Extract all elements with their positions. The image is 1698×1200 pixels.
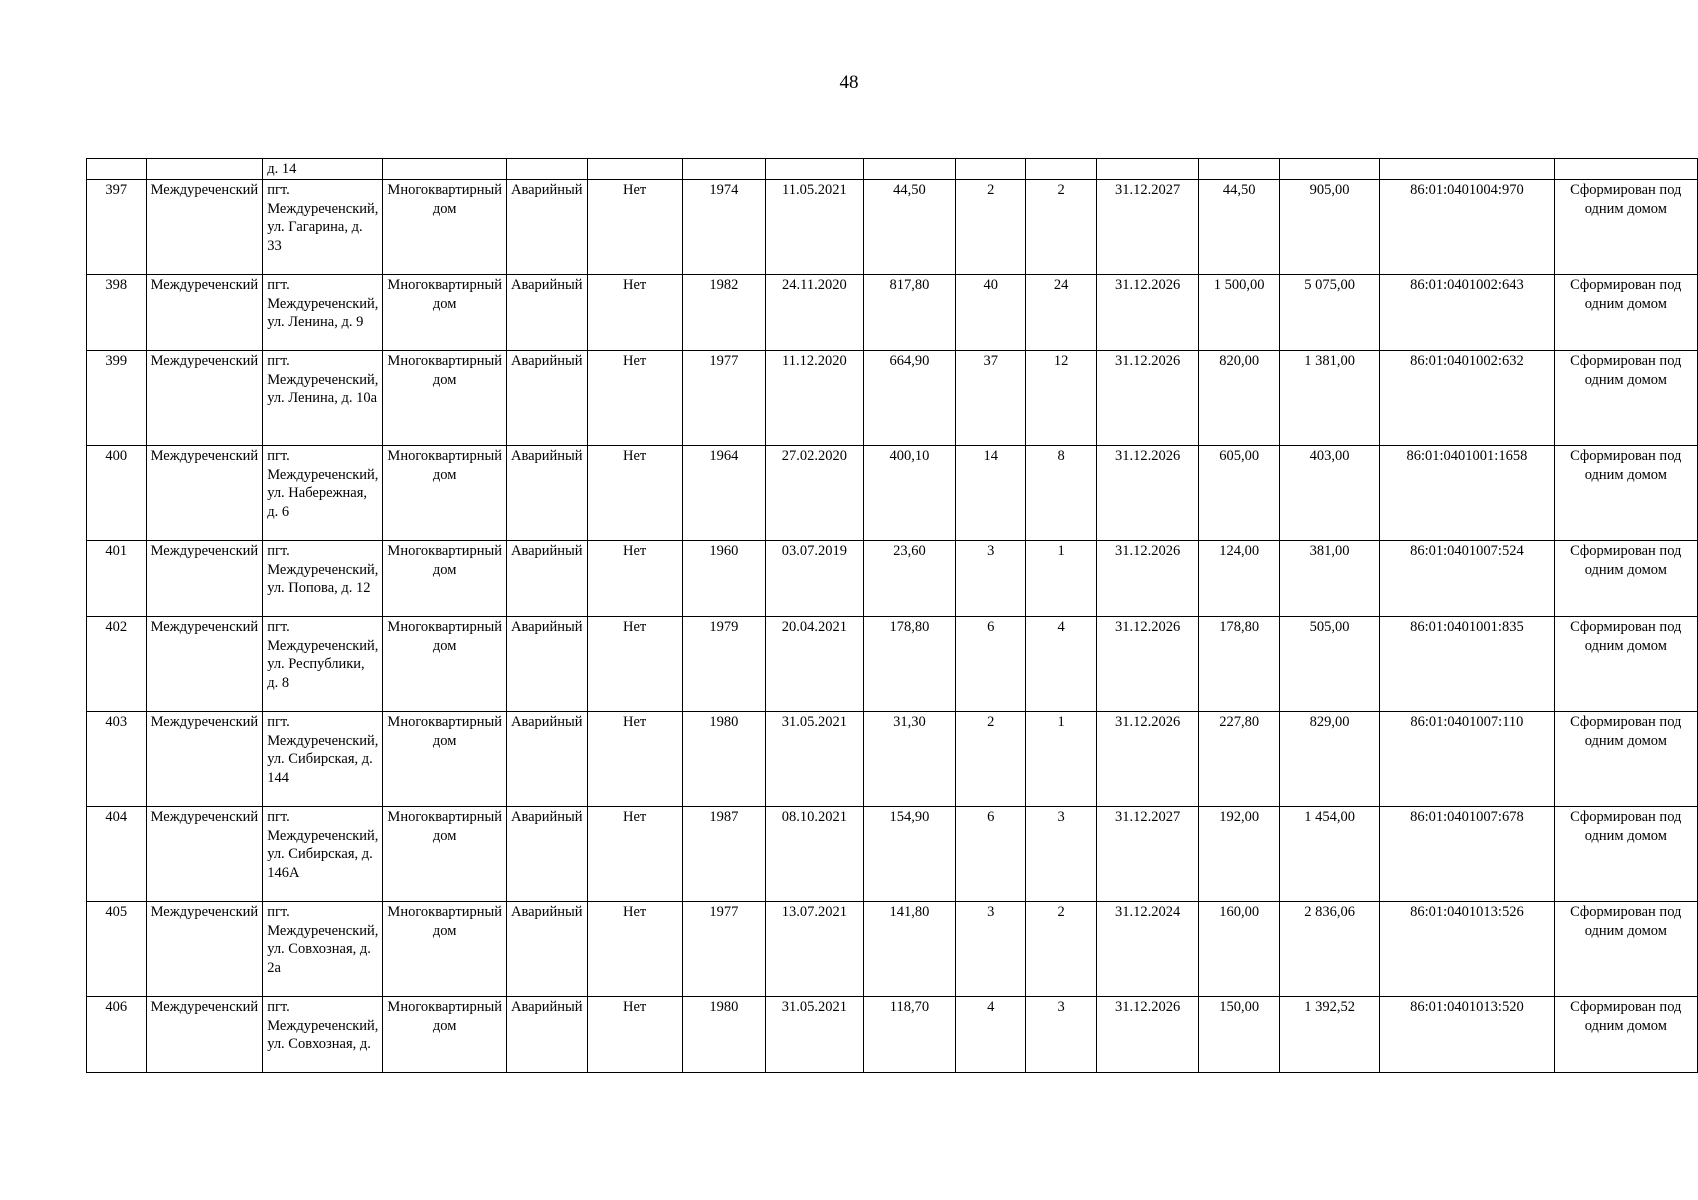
address-cell: пгт. Междуреченский, ул. Попова, д. 12 [263, 541, 383, 617]
status-cell: Аварийный [506, 997, 587, 1073]
deadline-cell: 31.12.2026 [1096, 997, 1199, 1073]
value1-cell: 1 500,00 [1199, 275, 1280, 351]
date-cell: 11.12.2020 [766, 351, 864, 446]
district-cell: Междуреченский [146, 180, 263, 275]
table-row [87, 712, 1698, 807]
deadline-cell: 31.12.2026 [1096, 351, 1199, 446]
value1-cell: 605,00 [1199, 446, 1280, 541]
value2-cell: 403,00 [1279, 446, 1379, 541]
cadastral-number-cell: 86:01:0401002:632 [1380, 351, 1554, 446]
year-cell: 1980 [682, 997, 765, 1073]
count2-cell: 2 [1026, 902, 1096, 997]
year-cell: 1982 [682, 275, 765, 351]
area-cell: 817,80 [863, 275, 955, 351]
table-row [87, 351, 1698, 446]
date-cell: 08.10.2021 [766, 807, 864, 902]
value1-cell: 192,00 [1199, 807, 1280, 902]
page-number: 48 [839, 72, 859, 93]
flag-cell: Нет [587, 446, 682, 541]
table-row [87, 807, 1698, 902]
status-cell: Аварийный [506, 541, 587, 617]
address-cell: пгт. Междуреченский, ул. Ленина, д. 9 [263, 275, 383, 351]
value2-cell: 381,00 [1279, 541, 1379, 617]
note-cell: Сформирован под одним домом [1554, 617, 1697, 712]
flag-cell: Нет [587, 712, 682, 807]
note-cell: Сформирован под одним домом [1554, 446, 1697, 541]
row-number: 406 [87, 997, 147, 1073]
date-cell: 31.05.2021 [766, 712, 864, 807]
value1-cell: 124,00 [1199, 541, 1280, 617]
deadline-cell: 31.12.2024 [1096, 902, 1199, 997]
cadastral-number-cell: 86:01:0401001:835 [1380, 617, 1554, 712]
date-cell: 13.07.2021 [766, 902, 864, 997]
value2-cell: 505,00 [1279, 617, 1379, 712]
cadastral-number-cell: 86:01:0401004:970 [1380, 180, 1554, 275]
district-cell: Междуреченский [146, 712, 263, 807]
note-cell: Сформирован под одним домом [1554, 902, 1697, 997]
cadastral-number-cell: 86:01:0401013:526 [1380, 902, 1554, 997]
cadastral-number-cell: 86:01:0401007:110 [1380, 712, 1554, 807]
year-cell: 1977 [682, 351, 765, 446]
cadastral-number-cell: 86:01:0401002:643 [1380, 275, 1554, 351]
count1-cell: 40 [956, 275, 1026, 351]
building-type-cell: Многоквартирный дом [383, 351, 507, 446]
date-cell: 27.02.2020 [766, 446, 864, 541]
area-cell: 400,10 [863, 446, 955, 541]
status-cell: Аварийный [506, 712, 587, 807]
year-cell: 1964 [682, 446, 765, 541]
year-cell: 1974 [682, 180, 765, 275]
count2-cell: 3 [1026, 997, 1096, 1073]
area-cell: 44,50 [863, 180, 955, 275]
count1-cell: 2 [956, 712, 1026, 807]
cadastral-number-cell: 86:01:0401001:1658 [1380, 446, 1554, 541]
building-type-cell: Многоквартирный дом [383, 180, 507, 275]
deadline-cell: 31.12.2026 [1096, 446, 1199, 541]
table-row [87, 446, 1698, 541]
flag-cell: Нет [587, 997, 682, 1073]
status-cell: Аварийный [506, 446, 587, 541]
date-cell: 03.07.2019 [766, 541, 864, 617]
area-cell: 23,60 [863, 541, 955, 617]
building-type-cell: Многоквартирный дом [383, 902, 507, 997]
row-number: 398 [87, 275, 147, 351]
flag-cell: Нет [587, 617, 682, 712]
deadline-cell: 31.12.2026 [1096, 712, 1199, 807]
address-cell: пгт. Междуреченский, ул. Гагарина, д. 33 [263, 180, 383, 275]
year-cell: 1987 [682, 807, 765, 902]
table-row [87, 902, 1698, 997]
note-cell: Сформирован под одним домом [1554, 351, 1697, 446]
cadastral-number-cell: 86:01:0401007:524 [1380, 541, 1554, 617]
count1-cell: 3 [956, 541, 1026, 617]
year-cell: 1980 [682, 712, 765, 807]
deadline-cell: 31.12.2027 [1096, 180, 1199, 275]
area-cell: 141,80 [863, 902, 955, 997]
address-cell: пгт. Междуреченский, ул. Набережная, д. 6 [263, 446, 383, 541]
count2-cell: 12 [1026, 351, 1096, 446]
table-row [87, 617, 1698, 712]
count1-cell: 14 [956, 446, 1026, 541]
count2-cell: 24 [1026, 275, 1096, 351]
value1-cell: 227,80 [1199, 712, 1280, 807]
year-cell: 1960 [682, 541, 765, 617]
count2-cell: 1 [1026, 541, 1096, 617]
value2-cell: 2 836,06 [1279, 902, 1379, 997]
value1-cell: 44,50 [1199, 180, 1280, 275]
row-number: 404 [87, 807, 147, 902]
status-cell: Аварийный [506, 902, 587, 997]
value1-cell: 820,00 [1199, 351, 1280, 446]
area-cell: 118,70 [863, 997, 955, 1073]
status-cell: Аварийный [506, 351, 587, 446]
deadline-cell: 31.12.2027 [1096, 807, 1199, 902]
date-cell: 11.05.2021 [766, 180, 864, 275]
district-cell: Междуреченский [146, 997, 263, 1073]
note-cell: Сформирован под одним домом [1554, 180, 1697, 275]
value2-cell: 905,00 [1279, 180, 1379, 275]
flag-cell: Нет [587, 351, 682, 446]
address-cell: пгт. Междуреченский, ул. Совхозная, д. 2а [263, 902, 383, 997]
address-tail: д. 14 [263, 159, 383, 180]
count1-cell: 3 [956, 902, 1026, 997]
note-cell: Сформирован под одним домом [1554, 807, 1697, 902]
district-cell: Междуреченский [146, 446, 263, 541]
count1-cell: 6 [956, 617, 1026, 712]
value2-cell: 5 075,00 [1279, 275, 1379, 351]
district-cell: Междуреченский [146, 275, 263, 351]
housing-registry-table [86, 158, 1698, 1073]
area-cell: 664,90 [863, 351, 955, 446]
building-type-cell: Многоквартирный дом [383, 997, 507, 1073]
flag-cell: Нет [587, 180, 682, 275]
note-cell: Сформирован под одним домом [1554, 541, 1697, 617]
count2-cell: 2 [1026, 180, 1096, 275]
address-cell: пгт. Междуреченский, ул. Сибирская, д. 146А [263, 807, 383, 902]
table-row [87, 541, 1698, 617]
district-cell: Междуреченский [146, 902, 263, 997]
cadastral-number-cell: 86:01:0401007:678 [1380, 807, 1554, 902]
date-cell: 20.04.2021 [766, 617, 864, 712]
cadastral-number-cell: 86:01:0401013:520 [1380, 997, 1554, 1073]
row-number: 402 [87, 617, 147, 712]
value2-cell: 1 454,00 [1279, 807, 1379, 902]
count2-cell: 3 [1026, 807, 1096, 902]
deadline-cell: 31.12.2026 [1096, 541, 1199, 617]
flag-cell: Нет [587, 275, 682, 351]
value1-cell: 160,00 [1199, 902, 1280, 997]
district-cell: Междуреченский [146, 617, 263, 712]
note-cell: Сформирован под одним домом [1554, 712, 1697, 807]
status-cell: Аварийный [506, 807, 587, 902]
flag-cell: Нет [587, 902, 682, 997]
building-type-cell: Многоквартирный дом [383, 275, 507, 351]
status-cell: Аварийный [506, 617, 587, 712]
building-type-cell: Многоквартирный дом [383, 807, 507, 902]
row-number: 397 [87, 180, 147, 275]
date-cell: 31.05.2021 [766, 997, 864, 1073]
value2-cell: 1 381,00 [1279, 351, 1379, 446]
address-cell: пгт. Междуреченский, ул. Ленина, д. 10а [263, 351, 383, 446]
address-cell: пгт. Междуреченский, ул. Республики, д. 8 [263, 617, 383, 712]
value2-cell: 1 392,52 [1279, 997, 1379, 1073]
deadline-cell: 31.12.2026 [1096, 617, 1199, 712]
status-cell: Аварийный [506, 275, 587, 351]
area-cell: 154,90 [863, 807, 955, 902]
row-number: 405 [87, 902, 147, 997]
count2-cell: 1 [1026, 712, 1096, 807]
date-cell: 24.11.2020 [766, 275, 864, 351]
building-type-cell: Многоквартирный дом [383, 617, 507, 712]
flag-cell: Нет [587, 541, 682, 617]
table-row [87, 275, 1698, 351]
area-cell: 178,80 [863, 617, 955, 712]
count1-cell: 2 [956, 180, 1026, 275]
building-type-cell: Многоквартирный дом [383, 712, 507, 807]
area-cell: 31,30 [863, 712, 955, 807]
status-cell: Аварийный [506, 180, 587, 275]
table-row [87, 180, 1698, 275]
count2-cell: 4 [1026, 617, 1096, 712]
deadline-cell: 31.12.2026 [1096, 275, 1199, 351]
note-cell: Сформирован под одним домом [1554, 275, 1697, 351]
table-body [87, 159, 1698, 1073]
table-row [87, 997, 1698, 1073]
continuation-row [87, 159, 1698, 180]
value2-cell: 829,00 [1279, 712, 1379, 807]
note-cell: Сформирован под одним домом [1554, 997, 1697, 1073]
district-cell: Междуреченский [146, 541, 263, 617]
count2-cell: 8 [1026, 446, 1096, 541]
flag-cell: Нет [587, 807, 682, 902]
year-cell: 1977 [682, 902, 765, 997]
row-number: 403 [87, 712, 147, 807]
building-type-cell: Многоквартирный дом [383, 446, 507, 541]
count1-cell: 4 [956, 997, 1026, 1073]
address-cell: пгт. Междуреченский, ул. Совхозная, д. [263, 997, 383, 1073]
count1-cell: 37 [956, 351, 1026, 446]
district-cell: Междуреченский [146, 351, 263, 446]
year-cell: 1979 [682, 617, 765, 712]
value1-cell: 150,00 [1199, 997, 1280, 1073]
row-number: 400 [87, 446, 147, 541]
building-type-cell: Многоквартирный дом [383, 541, 507, 617]
count1-cell: 6 [956, 807, 1026, 902]
district-cell: Междуреченский [146, 807, 263, 902]
row-number: 399 [87, 351, 147, 446]
value1-cell: 178,80 [1199, 617, 1280, 712]
row-number: 401 [87, 541, 147, 617]
address-cell: пгт. Междуреченский, ул. Сибирская, д. 144 [263, 712, 383, 807]
